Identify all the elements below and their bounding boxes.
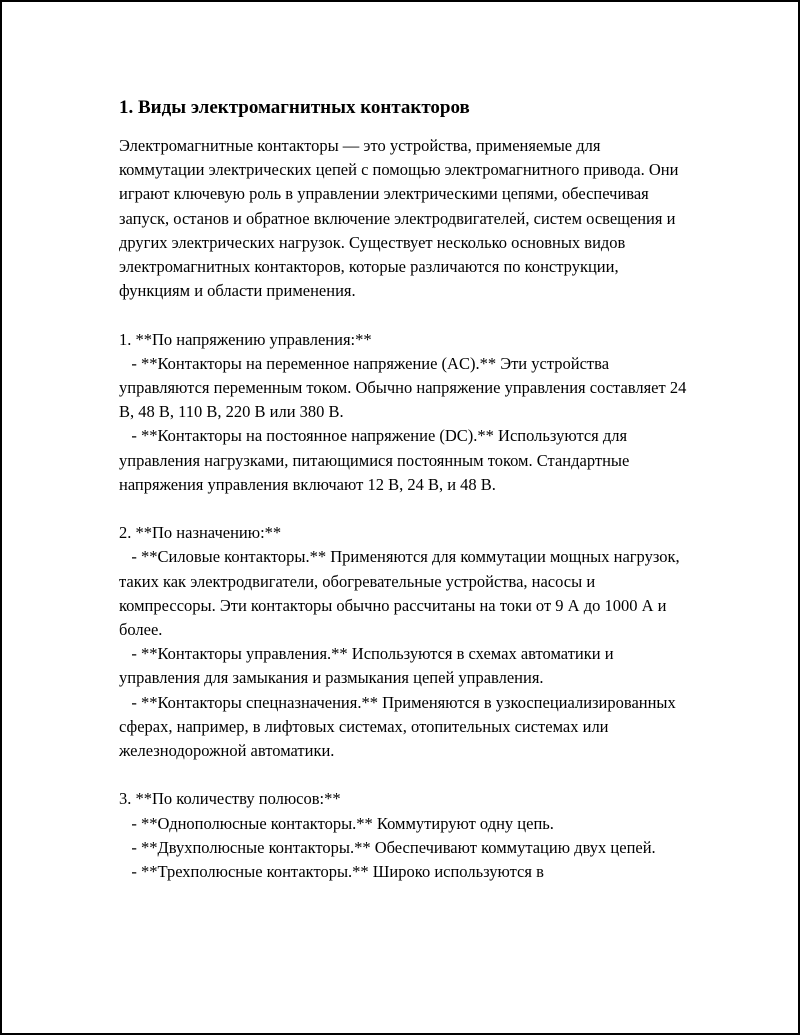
paragraph-blank-line (119, 303, 689, 327)
paragraph-blank-line (119, 763, 689, 787)
purpose-types-paragraph: 2. **По назначению:** - **Силовые контакторы.** Применяются для коммутации мощных нагрузок, таких как электродвигатели, обогревательные устройства, насосы и компрессоры. Эти контакторы обычно рассчитаны на токи от 9 А до 1000 А и более. - **Контакторы управления.** Используются в схемах автоматики и управления для замыкания и размыкания цепей управления. - **Контакторы спецназначения.** Применяются в узкоспециализированных сферах, например, в лифтовых системах, отопительных системах или железнодорожной автоматики. (119, 523, 680, 761)
paragraph-blank-line (119, 497, 689, 521)
pole-count-paragraph: 3. **По количеству полюсов:** - **Однополюсные контакторы.** Коммутируют одну цепь. - **Двухполюсные контакторы.** Обеспечивают коммутацию двух цепей. - **Трехполюсные контакторы.** Широко используются в (119, 789, 656, 882)
section-heading: 1. Виды электромагнитных контакторов (119, 97, 470, 118)
document-content (119, 96, 689, 884)
intro-paragraph: Электромагнитные контакторы — это устройства, применяемые для коммутации электрических цепей с помощью электромагнитного привода. Они играют ключевую роль в управлении электрическими цепями, обеспечивая запуск, останов и обратное включение электродвигателей, систем освещения и других электрических нагрузок. Существует несколько основных видов электромагнитных контакторов, которые различаются по конструкции, функциям и области применения. (119, 136, 683, 301)
voltage-types-paragraph: 1. **По напряжению управления:** - **Контакторы на переменное напряжение (AC).** Эти устройства управляются переменным током. Обычно напряжение управления составляет 24 В, 48 В, 110 В, 220 В или 380 В. - **Контакторы на постоянное напряжение (DC).** Используются для управления нагрузками, питающимися постоянным током. Стандартные напряжения управления включают 12 В, 24 В, и 48 В. (119, 329, 687, 494)
